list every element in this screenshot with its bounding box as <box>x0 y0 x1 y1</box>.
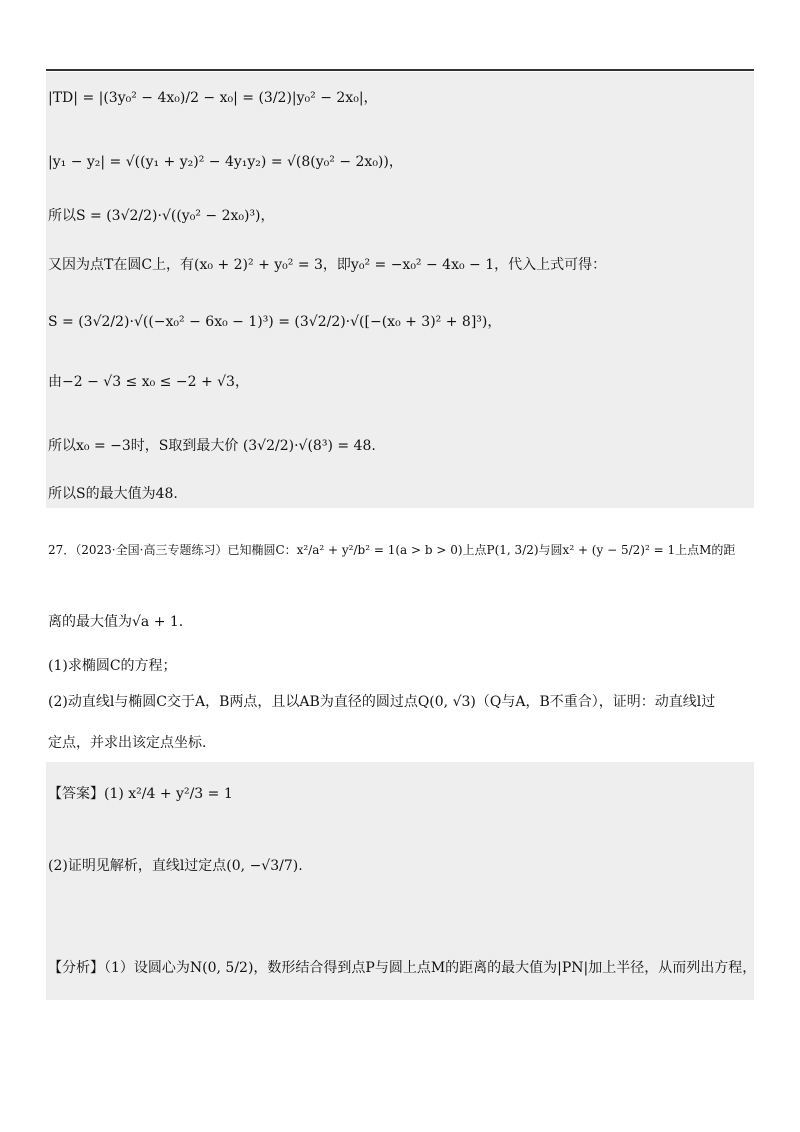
y-diff-line: |y₁ − y₂| = √((y₁ + y₂)² − 4y₁y₂) = √(8(y₀² − 2x₀))， <box>48 154 403 170</box>
max-line: 所以x₀ = −3时，S取到最大价 (3√2/2)·√(8³) = 48. <box>48 438 376 454</box>
conclusion-line: 所以S的最大值为48. <box>48 486 178 502</box>
answer-line2: (2)证明见解析，直线l过定点(0, −√3/7). <box>48 858 303 874</box>
problem-stem-line1: 27．（2023·全国·高三专题练习）已知椭圆C：x²/a² + y²/b² = 1(a > b > 0)上点P(1, 3/2)与圆x² + (y − 5/2)² = 1上点M的距 <box>48 543 736 557</box>
circle-line: 又因为点T在圆C上，有(x₀ + 2)² + y₀² = 3，即y₀² = −x₀² − 4x₀ − 1，代入上式可得： <box>48 257 607 273</box>
range-line: 由−2 − √3 ≤ x₀ ≤ −2 + √3， <box>48 374 249 390</box>
header-rule <box>46 69 754 71</box>
problem-stem-line2: 离的最大值为√a + 1. <box>48 614 184 630</box>
problem-part1: (1)求椭圆C的方程； <box>48 658 177 674</box>
s-line: 所以S = (3√2/2)·√((y₀² − 2x₀)³)， <box>48 208 275 224</box>
analysis-line1: 【分析】（1）设圆心为N(0, 5/2)，数形结合得到点P与圆上点M的距离的最大值为|PN|加上半径，从而列出方程， <box>48 960 757 976</box>
s-expand-line: S = (3√2/2)·√((−x₀² − 6x₀ − 1)³) = (3√2/2)·√([−(x₀ + 3)² + 8]³)， <box>48 314 502 330</box>
answer-line1: 【答案】(1) x²/4 + y²/3 = 1 <box>48 786 233 802</box>
problem-part2-line2: 定点，并求出该定点坐标. <box>48 735 207 751</box>
td-line: |TD| = |(3y₀² − 4x₀)/2 − x₀| = (3/2)|y₀² − 2x₀|， <box>48 90 378 106</box>
problem-part2-line1: (2)动直线l与椭圆C交于A，B两点，且以AB为直径的圆过点Q(0, √3)（Q与A，B不重合），证明：动直线l过 <box>48 694 716 710</box>
